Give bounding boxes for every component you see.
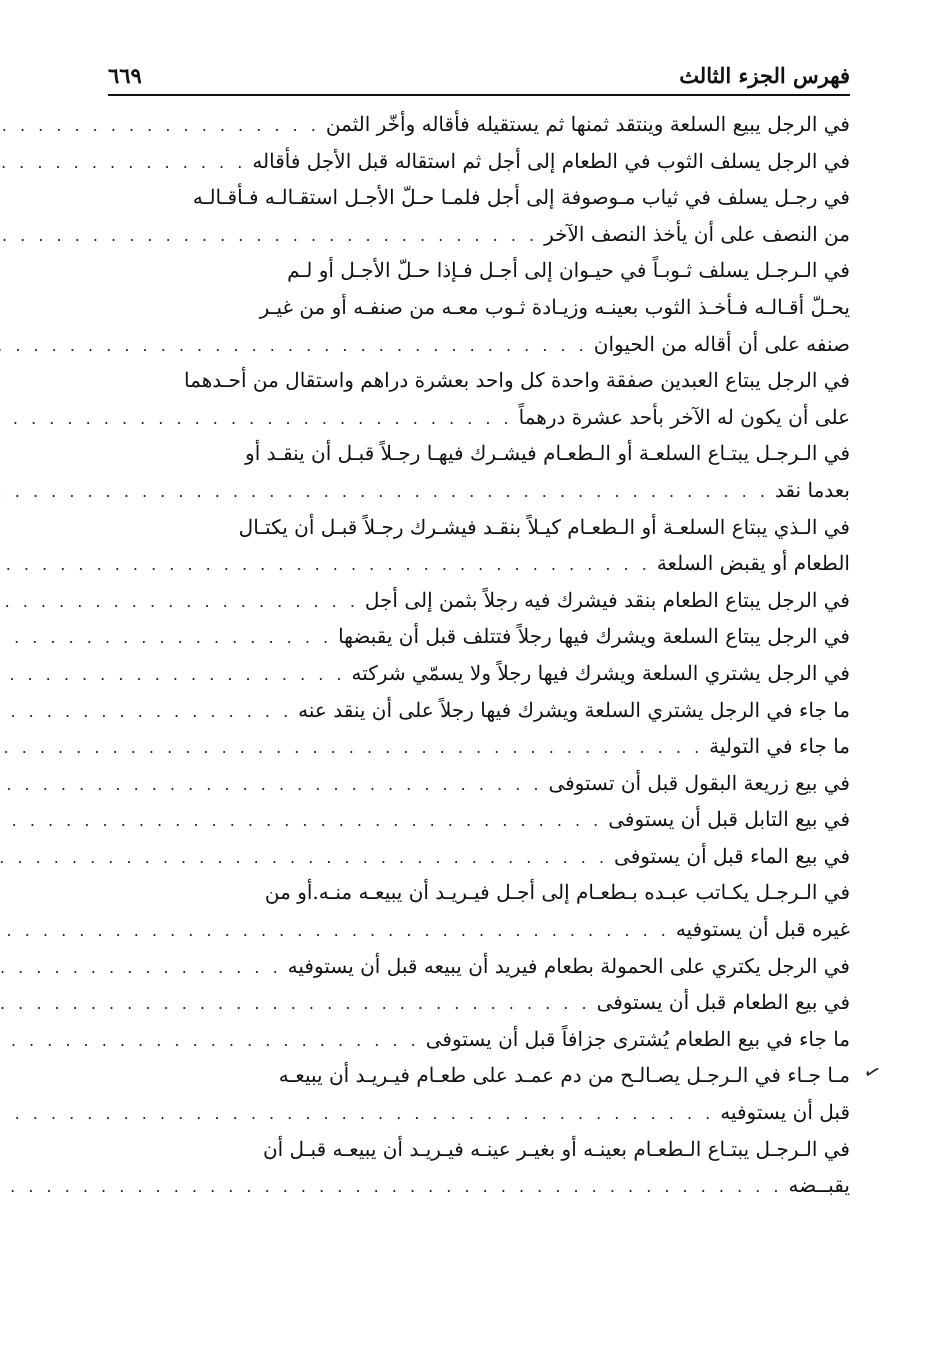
entry-title-text: في الرجل يسلف الثوب في الطعام إلى أجل ثم استقاله قبل الأجل فأقاله xyxy=(252,148,850,173)
toc-entry xyxy=(108,509,850,582)
entry-title-text: في الرجل يبتاع الطعام بنقد فيشرك فيه رجلاً بثمن إلى أجل xyxy=(364,587,850,612)
dot-leader xyxy=(0,1169,782,1206)
toc-entry xyxy=(108,435,850,508)
toc-entry xyxy=(108,728,850,765)
toc-entry-line xyxy=(108,399,850,436)
dot-leader xyxy=(0,840,608,877)
dot-leader xyxy=(0,620,332,657)
toc-entry-line xyxy=(108,692,850,729)
entry-title-text: على أن يكون له الآخر بأحد عشرة درهماً xyxy=(518,404,850,429)
toc-entry-line xyxy=(108,106,850,143)
toc-entry-line xyxy=(108,801,850,838)
toc-entry-line xyxy=(108,545,850,582)
toc-entry-line xyxy=(108,1094,850,1131)
entry-title-text: صنفه على أن أقاله من الحيوان xyxy=(593,331,850,356)
toc-entry-line xyxy=(108,838,850,875)
toc-entry-line xyxy=(108,728,850,765)
toc-entry-line xyxy=(108,179,850,216)
entry-title-text: في بيع التابل قبل أن يستوفى xyxy=(608,807,850,832)
entry-title-text: من النصف على أن يأخذ النصف الآخر xyxy=(544,221,850,246)
entry-title-text: ما جاء في الرجل يشتري السلعة ويشرك فيها رجلاً على أن ينقد عنه xyxy=(298,697,850,722)
entry-title-text: في الـرجـل يبتـاع الـطعـام بعينـه أو بغيـر عينـه فيـريـد أن يبيعـه قبـل أن xyxy=(262,1136,850,1161)
running-title: فهرس الجزء الثالث xyxy=(679,63,850,88)
toc-entry-line xyxy=(108,216,850,253)
entry-title-text: غيره قبل أن يستوفيه xyxy=(675,917,850,942)
entry-title-text: في الرجل يبيع السلعة وينتقد ثمنها ثم يستقيله فأقاله وأخّر الثمن xyxy=(325,112,850,136)
dot-leader xyxy=(0,950,282,987)
check-mark-icon: ✓ xyxy=(860,1057,885,1087)
entry-title-text: في رجـل يسلف في ثياب مـوصوفة إلى أجل فلمـا حـلّ الأجـل استقـالـه فـأقـالـه xyxy=(192,185,850,210)
entry-title-text: ما جاء في التولية xyxy=(709,734,850,759)
entry-title-text: مـا جـاء في الـرجـل يصـالـح من دم عمـد على طعـام فيـريـد أن يبيعـه xyxy=(278,1063,850,1088)
toc-entry-line xyxy=(108,618,850,655)
dot-leader xyxy=(0,657,346,694)
dot-leader xyxy=(0,145,246,182)
dot-leader xyxy=(0,803,602,840)
toc-entry xyxy=(108,801,850,838)
toc-entry xyxy=(108,618,850,655)
entry-title-text: ما جاء في بيع الطعام يُشترى جزافاً قبل أن يستوفى xyxy=(425,1026,850,1051)
toc-entry-line xyxy=(108,1131,850,1168)
entry-title-text: في بيع زريعة البقول قبل أن تستوفى xyxy=(548,770,850,795)
dot-leader xyxy=(0,108,320,145)
toc-entry xyxy=(108,838,850,875)
dot-leader xyxy=(0,328,588,365)
toc-entry-line xyxy=(108,948,850,985)
toc-entry-line xyxy=(108,362,850,399)
toc-entry-line xyxy=(108,911,850,948)
dot-leader xyxy=(0,1096,714,1133)
entry-title-text: في الرجل يبتاع العبدين صفقة واحدة كل واحد بعشرة دراهم واستقال من أحـدهما xyxy=(184,368,850,393)
toc-entry-line xyxy=(108,1021,850,1058)
toc-entry xyxy=(108,984,850,1021)
toc-entry-line xyxy=(108,326,850,363)
entry-title-text: الطعام أو يقبض السلعة xyxy=(656,551,850,576)
dot-leader xyxy=(0,401,513,438)
toc-entry-line xyxy=(108,252,850,289)
page-header xyxy=(108,58,850,96)
toc-entry xyxy=(108,948,850,985)
toc-entry xyxy=(108,1021,850,1058)
toc-entry-line xyxy=(108,1167,850,1204)
toc-entry xyxy=(108,179,850,252)
dot-leader xyxy=(0,767,542,804)
toc-entry xyxy=(108,362,850,435)
toc-entry-line xyxy=(108,765,850,802)
toc-entry xyxy=(108,1131,850,1204)
table-of-contents xyxy=(108,106,850,1204)
entry-title-text: في الرجل يبتاع السلعة ويشرك فيها رجلاً فتتلف قبل أن يقبضها xyxy=(338,624,850,649)
entry-title-text: في الـذي يبتاع السلعـة أو الـطعـام كيـلاً بنقـد فيشـرك رجـلاً قبـل أن يكتـال xyxy=(238,514,850,539)
entry-title-text: في الرجل يكتري على الحمولة بطعام فيريد أن يبيعه قبل أن يستوفيه xyxy=(287,953,850,978)
dot-leader xyxy=(0,694,292,731)
toc-entry-line xyxy=(108,289,850,326)
toc-entry xyxy=(108,655,850,692)
entry-title-text: في الرجل يشتري السلعة ويشرك فيها رجلاً ولا يسمّي شركته xyxy=(351,660,850,685)
toc-entry xyxy=(108,692,850,729)
toc-entry-line xyxy=(108,874,850,911)
toc-entry-line xyxy=(108,984,850,1021)
dot-leader xyxy=(0,218,538,255)
toc-entry-line xyxy=(108,509,850,546)
toc-entry-line xyxy=(108,582,850,619)
dot-leader xyxy=(0,913,670,950)
toc-entry-line xyxy=(108,655,850,692)
toc-entry xyxy=(108,582,850,619)
toc-entry-line xyxy=(108,472,850,509)
entry-title-text: يحـلّ أقـالـه فـأخـذ الثوب بعينـه وزيـادة ثـوب معـه من صنفـه أو من غيـر xyxy=(259,294,850,319)
entry-title-text: قبل أن يستوفيه xyxy=(720,1100,850,1125)
entry-title-text: في الـرجـل يسلف ثـوبـاً في حيـوان إلى أجـل فـإذا حـلّ الأجـل أو لـم xyxy=(287,258,850,283)
entry-title-text: في الـرجـل يبتـاع السلعـة أو الـطعـام فيشـرك فيهـا رجـلاً قبـل أن ينقـد أو xyxy=(245,441,850,466)
toc-entry xyxy=(108,143,850,180)
dot-leader xyxy=(0,584,359,621)
dot-leader xyxy=(0,1023,420,1060)
page-number: ٦٦٩ xyxy=(108,63,142,88)
toc-entry-line xyxy=(108,143,850,180)
toc-entry-line xyxy=(108,435,850,472)
dot-leader xyxy=(0,730,703,767)
toc-entry xyxy=(108,252,850,362)
entry-title-text: في بيع الطعام قبل أن يستوفى xyxy=(596,990,850,1015)
entry-title-text: بعدما نقد xyxy=(774,477,850,502)
toc-entry xyxy=(108,106,850,143)
entry-title-text: في بيع الماء قبل أن يستوفى xyxy=(614,843,850,868)
toc-entry xyxy=(108,1057,850,1130)
dot-leader xyxy=(0,474,769,511)
entry-title-text: في الـرجـل يكـاتب عبـده بـطعـام إلى أجـل فيـريـد أن يبيعـه منـه.أو من xyxy=(264,880,850,905)
dot-leader xyxy=(0,547,651,584)
toc-entry xyxy=(108,765,850,802)
entry-title-text: يقبــضه xyxy=(788,1173,850,1198)
dot-leader xyxy=(0,986,591,1023)
toc-entry-line xyxy=(108,1057,850,1094)
toc-entry xyxy=(108,874,850,947)
